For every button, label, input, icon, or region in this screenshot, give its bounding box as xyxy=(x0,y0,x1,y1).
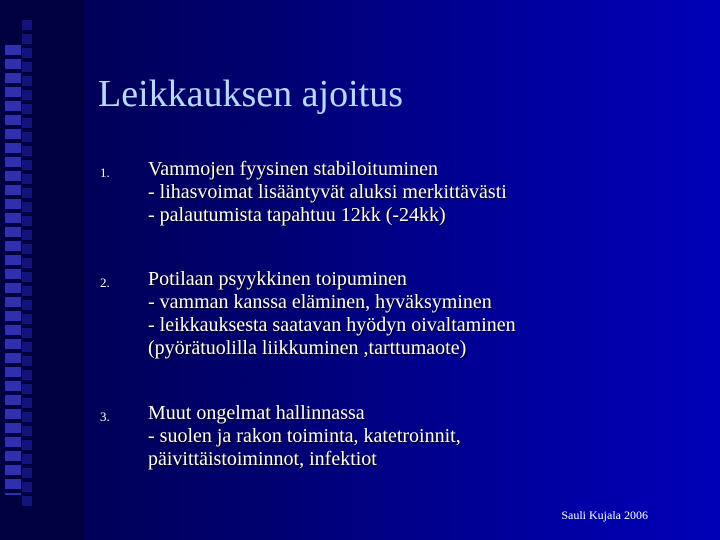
list-item-text xyxy=(148,402,461,471)
list-item-line: - leikkauksesta saatavan hyödyn oivaltaminen xyxy=(148,314,516,336)
list-item-line: Potilaan psyykkinen toipuminen xyxy=(148,268,407,290)
list-item-text xyxy=(148,158,507,227)
list-item-number: 2. xyxy=(100,275,110,290)
list-item-line: päivittäistoiminnot, infektiot xyxy=(148,448,377,470)
list-item-text xyxy=(148,268,516,360)
list-item-line: Vammojen fyysinen stabiloituminen xyxy=(148,158,438,180)
list-item-line: - lihasvoimat lisääntyvät aluksi merkittävästi xyxy=(148,181,507,203)
slide-title: Leikkauksen ajoitus xyxy=(98,73,403,115)
list-item-line: - suolen ja rakon toiminta, katetroinnit, xyxy=(148,425,461,447)
list-item-number: 3. xyxy=(100,409,110,424)
list-item-line: - palautumista tapahtuu 12kk (-24kk) xyxy=(148,204,446,226)
list-item-line: Muut ongelmat hallinnassa xyxy=(148,402,365,424)
list-item-number: 1. xyxy=(100,165,110,180)
decorative-square-column-secondary xyxy=(22,20,32,510)
slide-footer-author: Sauli Kujala 2006 xyxy=(561,508,648,522)
list-item-line: (pyörätuolilla liikkuminen ,tarttumaote) xyxy=(148,337,467,359)
list-item-line: - vamman kanssa eläminen, hyväksyminen xyxy=(148,291,492,313)
decorative-square-column xyxy=(5,45,21,495)
